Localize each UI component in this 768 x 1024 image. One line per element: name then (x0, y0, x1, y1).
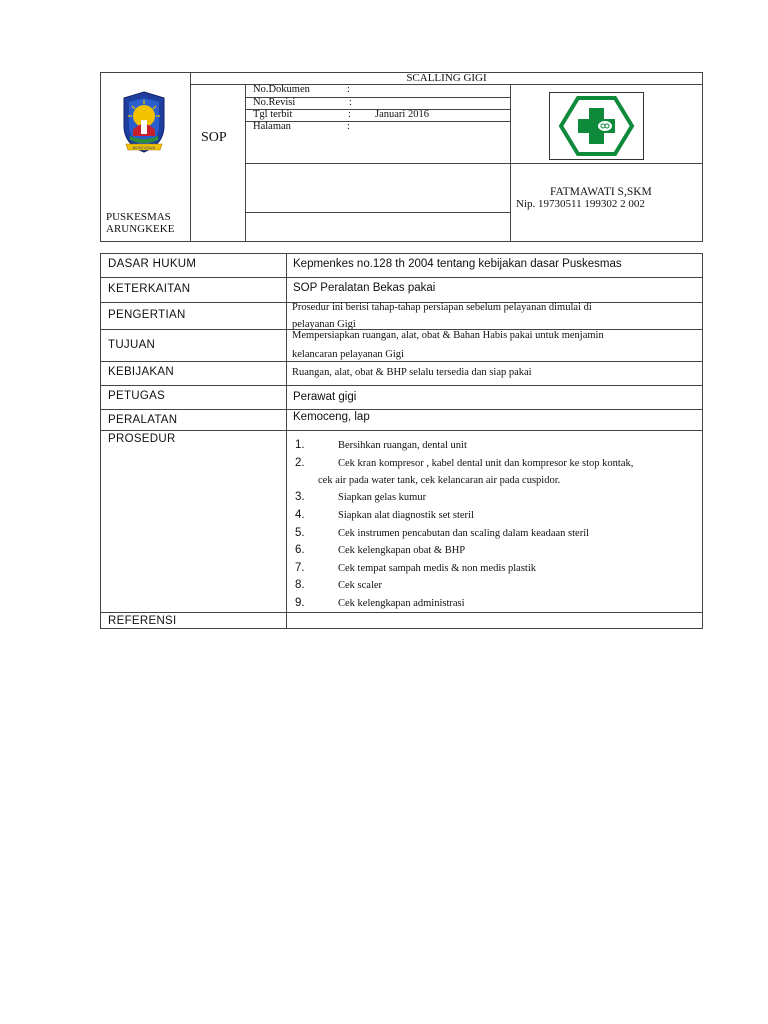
doc-info-sep: : (349, 97, 352, 108)
step-number: 2. (295, 457, 305, 469)
doc-info-label: Tgl terbit (253, 109, 293, 120)
value-tujuan-line2: kelancaran pelayanan Gigi (292, 349, 404, 360)
step-text: Siapkan alat diagnostik set steril (338, 510, 474, 521)
regency-crest-icon (120, 90, 168, 156)
puskesmas-cross-icon (549, 92, 644, 160)
label-peralatan: PERALATAN (108, 414, 178, 426)
step-number: 4. (295, 509, 305, 521)
step-text: Bersihkan ruangan, dental unit (338, 440, 467, 451)
value-peralatan: Kemoceng, lap (293, 411, 370, 423)
label-petugas: PETUGAS (108, 390, 166, 402)
step-text: Cek tempat sampah medis & non medis plastik (338, 563, 537, 574)
step-number: 7. (295, 562, 305, 574)
doc-info-value: Januari 2016 (375, 109, 429, 120)
step-number: 5. (295, 527, 305, 539)
doc-info-sep: : (347, 84, 350, 95)
doc-info-sep: : (347, 121, 350, 132)
step-number: 8. (295, 579, 305, 591)
step-number: 1. (295, 439, 305, 451)
label-kebijakan: KEBIJAKAN (108, 366, 174, 378)
doc-info-label: Halaman (253, 121, 291, 132)
value-pengertian-line2: pelayanan Gigi (292, 319, 356, 330)
label-keterkaitan: KETERKAITAN (108, 283, 191, 295)
step-number: 6. (295, 544, 305, 556)
doc-info-label: No.Revisi (253, 97, 296, 108)
org-name-line2: ARUNGKEKE (106, 223, 175, 235)
logo-ribbon-text: BONTOSUA (132, 145, 156, 150)
step-text-continued: cek air pada water tank, cek kelancaran air pada cuspidor. (318, 475, 561, 486)
doc-info-label: No.Dokumen (253, 84, 310, 95)
label-pengertian: PENGERTIAN (108, 309, 186, 321)
step-number: 9. (295, 597, 305, 609)
value-tujuan-line1: Mempersiapkan ruangan, alat, obat & Bahan Habis pakai untuk menjamin (292, 330, 604, 341)
value-keterkaitan: SOP Peralatan Bekas pakai (293, 282, 436, 294)
step-text: Siapkan gelas kumur (338, 492, 427, 503)
signatory-name: FATMAWATI S,SKM (550, 186, 652, 198)
step-text: Cek instrumen pencabutan dan scaling dalam keadaan steril (338, 528, 590, 539)
step-text: Cek kelengkapan administrasi (338, 598, 465, 609)
value-dasar-hukum: Kepmenkes no.128 th 2004 tentang kebijakan dasar Puskesmas (293, 258, 622, 270)
org-name-line1: PUSKESMAS (106, 211, 171, 223)
label-tujuan: TUJUAN (108, 339, 156, 351)
step-text: Cek kelengkapan obat & BHP (338, 545, 466, 556)
value-petugas: Perawat gigi (293, 391, 357, 403)
signatory-nip: Nip. 19730511 199302 2 002 (516, 198, 645, 210)
document-title: SCALLING GIGI (406, 72, 487, 84)
value-kebijakan: Ruangan, alat, obat & BHP selalu tersedia dan siap pakai (292, 367, 532, 378)
doc-info-sep: : (348, 109, 351, 120)
label-referensi: REFERENSI (108, 615, 177, 627)
step-number: 3. (295, 491, 305, 503)
step-text: Cek scaler (338, 580, 383, 591)
step-text: Cek kran kompresor , kabel dental unit dan kompresor ke stop kontak, (338, 458, 634, 469)
sop-label: SOP (201, 130, 227, 145)
value-pengertian-line1: Prosedur ini berisi tahap-tahap persiapan sebelum pelayanan dimulai di (292, 302, 592, 313)
label-prosedur: PROSEDUR (108, 433, 176, 445)
label-dasar-hukum: DASAR HUKUM (108, 258, 197, 270)
